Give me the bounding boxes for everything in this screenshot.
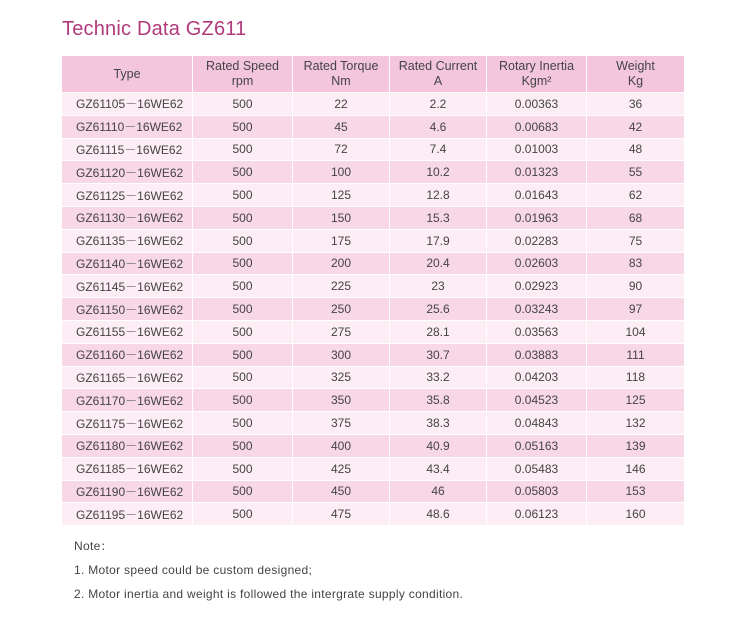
cell-rated-torque: 375 <box>293 412 390 435</box>
header-weight-label: Weight <box>616 59 655 73</box>
cell-rated-torque: 72 <box>293 139 390 162</box>
cell-type: GZ61175－16WE62 <box>62 412 193 435</box>
cell-rated-torque: 225 <box>293 275 390 298</box>
cell-rated-current: 23 <box>390 275 487 298</box>
cell-rated-torque: 450 <box>293 481 390 504</box>
cell-type: GZ61155－16WE62 <box>62 321 193 344</box>
cell-weight: 125 <box>587 389 684 412</box>
cell-rotary-inertia: 0.01643 <box>487 184 587 207</box>
cell-rated-speed: 500 <box>193 367 293 390</box>
table-row <box>62 161 684 184</box>
cell-weight: 132 <box>587 412 684 435</box>
cell-type: GZ61145－16WE62 <box>62 275 193 298</box>
cell-type: GZ61130－16WE62 <box>62 207 193 230</box>
cell-rated-torque: 475 <box>293 503 390 526</box>
cell-rated-current: 15.3 <box>390 207 487 230</box>
cell-rated-speed: 500 <box>193 344 293 367</box>
cell-rated-torque: 200 <box>293 253 390 276</box>
note-item: 1. Motor speed could be custom designed; <box>74 563 313 577</box>
cell-rotary-inertia: 0.02283 <box>487 230 587 253</box>
cell-rated-current: 25.6 <box>390 298 487 321</box>
table-row <box>62 503 684 526</box>
cell-rated-torque: 175 <box>293 230 390 253</box>
cell-weight: 160 <box>587 503 684 526</box>
cell-rated-speed: 500 <box>193 139 293 162</box>
cell-rated-torque: 125 <box>293 184 390 207</box>
table-row <box>62 253 684 276</box>
cell-rated-current: 4.6 <box>390 116 487 139</box>
cell-rated-speed: 500 <box>193 230 293 253</box>
cell-rated-current: 43.4 <box>390 458 487 481</box>
cell-rated-speed: 500 <box>193 161 293 184</box>
cell-rotary-inertia: 0.00363 <box>487 93 587 116</box>
cell-weight: 48 <box>587 139 684 162</box>
cell-rated-torque: 22 <box>293 93 390 116</box>
cell-rotary-inertia: 0.05483 <box>487 458 587 481</box>
cell-rotary-inertia: 0.01003 <box>487 139 587 162</box>
cell-rotary-inertia: 0.00683 <box>487 116 587 139</box>
cell-type: GZ61180－16WE62 <box>62 435 193 458</box>
cell-rated-speed: 500 <box>193 481 293 504</box>
cell-rated-speed: 500 <box>193 389 293 412</box>
cell-rotary-inertia: 0.02923 <box>487 275 587 298</box>
header-rated-speed-unit: rpm <box>231 74 254 88</box>
cell-weight: 104 <box>587 321 684 344</box>
header-rotary-inertia <box>487 56 587 93</box>
cell-rotary-inertia: 0.04203 <box>487 367 587 390</box>
page-title: Technic Data GZ611 <box>62 18 247 40</box>
cell-type: GZ61105－16WE62 <box>62 93 193 116</box>
cell-rated-current: 35.8 <box>390 389 487 412</box>
table-row <box>62 139 684 162</box>
cell-rated-current: 7.4 <box>390 139 487 162</box>
header-type <box>62 56 193 93</box>
table-row <box>62 389 684 412</box>
cell-weight: 118 <box>587 367 684 390</box>
cell-rated-speed: 500 <box>193 207 293 230</box>
cell-rated-torque: 150 <box>293 207 390 230</box>
header-type-label: Type <box>113 66 141 81</box>
cell-rotary-inertia: 0.04843 <box>487 412 587 435</box>
cell-type: GZ61110－16WE62 <box>62 116 193 139</box>
cell-type: GZ61160－16WE62 <box>62 344 193 367</box>
cell-rated-current: 12.8 <box>390 184 487 207</box>
notes-section <box>74 538 463 610</box>
table-row <box>62 367 684 390</box>
cell-type: GZ61195－16WE62 <box>62 503 193 526</box>
cell-type: GZ61170－16WE62 <box>62 389 193 412</box>
cell-rated-current: 33.2 <box>390 367 487 390</box>
cell-rated-current: 20.4 <box>390 253 487 276</box>
cell-weight: 42 <box>587 116 684 139</box>
cell-weight: 97 <box>587 298 684 321</box>
cell-rated-current: 46 <box>390 481 487 504</box>
cell-rotary-inertia: 0.01323 <box>487 161 587 184</box>
cell-rated-torque: 300 <box>293 344 390 367</box>
cell-rated-speed: 500 <box>193 116 293 139</box>
cell-rated-speed: 500 <box>193 275 293 298</box>
cell-rated-speed: 500 <box>193 412 293 435</box>
cell-rated-torque: 425 <box>293 458 390 481</box>
cell-type: GZ61125－16WE62 <box>62 184 193 207</box>
cell-rotary-inertia: 0.01963 <box>487 207 587 230</box>
cell-weight: 153 <box>587 481 684 504</box>
table-row <box>62 481 684 504</box>
cell-rated-speed: 500 <box>193 253 293 276</box>
cell-weight: 83 <box>587 253 684 276</box>
cell-rated-speed: 500 <box>193 503 293 526</box>
cell-rated-torque: 350 <box>293 389 390 412</box>
header-rated-torque-unit: Nm <box>331 74 351 88</box>
cell-weight: 90 <box>587 275 684 298</box>
table-row <box>62 230 684 253</box>
cell-weight: 62 <box>587 184 684 207</box>
cell-type: GZ61115－16WE62 <box>62 139 193 162</box>
cell-weight: 55 <box>587 161 684 184</box>
cell-rated-current: 48.6 <box>390 503 487 526</box>
table-row <box>62 275 684 298</box>
cell-rated-speed: 500 <box>193 93 293 116</box>
cell-type: GZ61150－16WE62 <box>62 298 193 321</box>
cell-weight: 75 <box>587 230 684 253</box>
cell-rated-current: 2.2 <box>390 93 487 116</box>
cell-type: GZ61190－16WE62 <box>62 481 193 504</box>
cell-rotary-inertia: 0.06123 <box>487 503 587 526</box>
cell-rated-current: 30.7 <box>390 344 487 367</box>
header-weight-unit: Kg <box>627 74 644 88</box>
cell-rated-torque: 325 <box>293 367 390 390</box>
technic-data-table <box>62 56 684 526</box>
header-rated-current-unit: A <box>433 74 443 88</box>
table-body <box>62 93 684 526</box>
cell-rated-torque: 400 <box>293 435 390 458</box>
header-rated-speed-label: Rated Speed <box>206 59 279 73</box>
cell-rated-speed: 500 <box>193 298 293 321</box>
cell-rated-speed: 500 <box>193 458 293 481</box>
cell-rated-current: 10.2 <box>390 161 487 184</box>
header-rated-torque-label: Rated Torque <box>303 59 379 73</box>
cell-rated-torque: 45 <box>293 116 390 139</box>
cell-rotary-inertia: 0.03563 <box>487 321 587 344</box>
cell-rated-torque: 275 <box>293 321 390 344</box>
cell-rated-current: 17.9 <box>390 230 487 253</box>
cell-rotary-inertia: 0.03883 <box>487 344 587 367</box>
cell-rated-torque: 250 <box>293 298 390 321</box>
cell-rated-current: 38.3 <box>390 412 487 435</box>
cell-rotary-inertia: 0.05163 <box>487 435 587 458</box>
table-row <box>62 207 684 230</box>
cell-rated-speed: 500 <box>193 184 293 207</box>
cell-rated-speed: 500 <box>193 321 293 344</box>
cell-rotary-inertia: 0.03243 <box>487 298 587 321</box>
table-row <box>62 116 684 139</box>
cell-type: GZ61120－16WE62 <box>62 161 193 184</box>
cell-type: GZ61140－16WE62 <box>62 253 193 276</box>
cell-weight: 111 <box>587 344 684 367</box>
cell-weight: 68 <box>587 207 684 230</box>
table-row <box>62 344 684 367</box>
cell-weight: 146 <box>587 458 684 481</box>
table-row <box>62 458 684 481</box>
header-rated-torque <box>293 56 390 93</box>
table-row <box>62 184 684 207</box>
header-rated-current <box>390 56 487 93</box>
table-row <box>62 412 684 435</box>
header-weight <box>587 56 684 93</box>
table-row <box>62 321 684 344</box>
table-row <box>62 435 684 458</box>
cell-type: GZ61135－16WE62 <box>62 230 193 253</box>
cell-rated-torque: 100 <box>293 161 390 184</box>
cell-rotary-inertia: 0.04523 <box>487 389 587 412</box>
header-rotary-inertia-label: Rotary Inertia <box>498 59 575 73</box>
cell-weight: 36 <box>587 93 684 116</box>
header-rotary-inertia-unit: Kgm² <box>521 74 552 88</box>
table-header-row <box>62 56 684 93</box>
header-rated-current-label: Rated Current <box>398 59 478 73</box>
cell-type: GZ61185－16WE62 <box>62 458 193 481</box>
table-row <box>62 93 684 116</box>
note-item: 2. Motor inertia and weight is followed the intergrate supply condition. <box>74 587 464 601</box>
cell-rated-current: 28.1 <box>390 321 487 344</box>
table-row <box>62 298 684 321</box>
cell-rotary-inertia: 0.05803 <box>487 481 587 504</box>
cell-rotary-inertia: 0.02603 <box>487 253 587 276</box>
cell-type: GZ61165－16WE62 <box>62 367 193 390</box>
notes-heading: Note： <box>74 539 113 553</box>
cell-rated-speed: 500 <box>193 435 293 458</box>
cell-weight: 139 <box>587 435 684 458</box>
header-rated-speed <box>193 56 293 93</box>
cell-rated-current: 40.9 <box>390 435 487 458</box>
